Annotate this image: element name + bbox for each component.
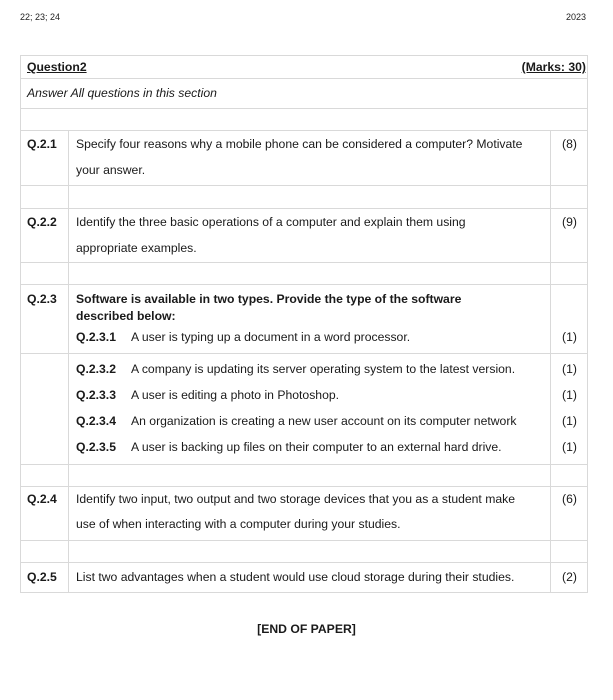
question-text: Identify the three basic operations of a computer and explain them using: [76, 215, 466, 229]
subquestion-marks: (1): [562, 414, 577, 428]
question-text: described below:: [76, 309, 176, 323]
subquestion-text: A user is editing a photo in Photoshop.: [131, 388, 340, 402]
section-marks: (Marks: 30): [521, 60, 586, 74]
table-divider: [20, 464, 588, 465]
question-marks: (6): [562, 492, 577, 506]
table-divider: [20, 208, 588, 209]
question-number: Q.2.5: [27, 570, 57, 584]
subquestion-marks: (1): [562, 330, 577, 344]
question-marks: (8): [562, 137, 577, 151]
table-divider: [20, 185, 588, 186]
subquestion-text: A user is backing up files on their computer to an external hard drive.: [131, 440, 502, 454]
question-text: appropriate examples.: [76, 241, 197, 255]
table-divider: [20, 262, 588, 263]
table-divider: [20, 130, 588, 131]
section-title: Question2: [27, 60, 87, 74]
question-text: use of when interacting with a computer during your studies.: [76, 517, 401, 531]
page-header-codes: 22; 23; 24: [20, 12, 61, 22]
subquestion-number: Q.2.3.4: [76, 414, 116, 428]
table-divider: [20, 562, 588, 563]
question-text: your answer.: [76, 163, 146, 177]
subquestion-marks: (1): [562, 440, 577, 454]
table-divider: [20, 353, 588, 354]
question-text: Specify four reasons why a mobile phone can be considered a computer? Motivate: [76, 137, 523, 151]
table-border-top: [20, 55, 588, 56]
end-of-paper: [END OF PAPER]: [257, 622, 356, 636]
subquestion-text: An organization is creating a new user account on its computer network: [131, 414, 517, 428]
column-divider: [68, 130, 69, 592]
subquestion-number: Q.2.3.3: [76, 388, 116, 402]
table-divider: [20, 284, 588, 285]
question-number: Q.2.1: [27, 137, 57, 151]
table-divider: [20, 78, 588, 79]
question-number: Q.2.4: [27, 492, 57, 506]
question-marks: (9): [562, 215, 577, 229]
subquestion-number: Q.2.3.2: [76, 362, 116, 376]
subquestion-marks: (1): [562, 362, 577, 376]
subquestion-text: A company is updating its server operating system to the latest version.: [131, 362, 516, 376]
question-marks: (2): [562, 570, 577, 584]
table-border-bottom: [20, 592, 588, 593]
section-instruction: Answer All questions in this section: [27, 86, 217, 100]
table-border-left: [20, 55, 21, 592]
question-number: Q.2.2: [27, 215, 57, 229]
question-text: Identify two input, two output and two storage devices that you as a student make: [76, 492, 516, 506]
table-divider: [20, 108, 588, 109]
question-text: List two advantages when a student would use cloud storage during their studies.: [76, 570, 515, 584]
subquestion-number: Q.2.3.5: [76, 440, 116, 454]
question-text: Software is available in two types. Provide the type of the software: [76, 292, 462, 306]
table-divider: [20, 540, 588, 541]
table-divider: [20, 486, 588, 487]
subquestion-number: Q.2.3.1: [76, 330, 116, 344]
page-header-year: 2023: [565, 12, 586, 22]
subquestion-text: A user is typing up a document in a word processor.: [131, 330, 411, 344]
question-number: Q.2.3: [27, 292, 57, 306]
subquestion-marks: (1): [562, 388, 577, 402]
